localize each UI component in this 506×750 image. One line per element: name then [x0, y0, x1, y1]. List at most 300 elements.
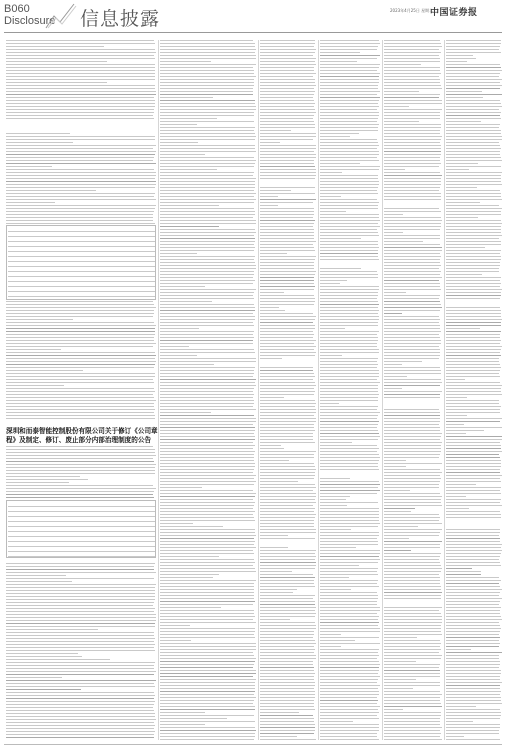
table-row	[8, 541, 155, 542]
text-line	[160, 247, 255, 248]
text-line	[260, 280, 314, 281]
text-line	[446, 541, 500, 542]
text-line	[320, 292, 378, 293]
text-line	[160, 343, 253, 344]
text-line	[446, 445, 501, 446]
text-line	[160, 688, 255, 689]
text-line	[260, 685, 315, 686]
text-line	[6, 683, 154, 684]
text-line	[320, 238, 361, 239]
text-line	[384, 607, 442, 608]
text-line	[384, 346, 439, 347]
text-line	[320, 676, 380, 677]
text-line	[160, 304, 254, 305]
text-line	[384, 721, 440, 722]
text-line	[384, 379, 441, 380]
text-line	[446, 217, 478, 218]
text-line	[446, 430, 484, 431]
text-line	[6, 641, 154, 642]
text-line	[446, 517, 501, 518]
text-line	[260, 523, 314, 524]
text-line	[320, 130, 378, 131]
text-line	[384, 262, 440, 263]
text-line	[446, 244, 501, 245]
text-line	[160, 412, 211, 413]
text-line	[160, 271, 254, 272]
text-line	[320, 217, 379, 218]
text-line	[320, 310, 379, 311]
text-line	[446, 424, 464, 425]
table-row	[8, 526, 155, 527]
text-line	[6, 458, 153, 459]
text-line	[446, 127, 499, 128]
text-line	[160, 697, 256, 698]
text-line	[6, 118, 154, 119]
text-line	[260, 583, 314, 584]
text-line	[446, 700, 501, 701]
text-line	[160, 526, 223, 527]
text-line	[160, 574, 219, 575]
text-line	[260, 385, 316, 386]
text-line	[446, 139, 502, 140]
text-line	[260, 616, 315, 617]
table-row	[8, 236, 155, 237]
text-line	[384, 610, 439, 611]
text-line	[6, 388, 154, 389]
text-line	[320, 370, 379, 371]
text-line	[6, 310, 154, 311]
text-line	[160, 667, 253, 668]
text-line	[446, 208, 502, 209]
text-line	[160, 226, 219, 227]
text-line	[384, 574, 439, 575]
text-line	[384, 433, 442, 434]
text-line	[6, 725, 155, 726]
text-line	[160, 592, 254, 593]
text-line	[446, 514, 501, 515]
text-line	[384, 664, 440, 665]
text-line	[6, 358, 155, 359]
text-line	[384, 112, 440, 113]
text-line	[260, 445, 281, 446]
text-line	[446, 415, 467, 416]
text-line	[384, 508, 415, 509]
text-line	[446, 268, 499, 269]
text-line	[446, 400, 499, 401]
text-line	[384, 259, 440, 260]
text-line	[260, 691, 315, 692]
text-line	[260, 418, 316, 419]
text-line	[320, 589, 351, 590]
text-line	[160, 163, 255, 164]
text-line	[260, 130, 291, 131]
text-line	[160, 139, 255, 140]
text-line	[446, 478, 500, 479]
text-line	[160, 43, 255, 44]
text-line	[260, 604, 315, 605]
text-line	[6, 64, 155, 65]
text-line	[320, 697, 377, 698]
text-line	[320, 469, 379, 470]
text-line	[6, 412, 154, 413]
text-line	[384, 499, 441, 500]
text-line	[320, 481, 379, 482]
text-line	[446, 634, 499, 635]
text-line	[260, 505, 313, 506]
table-row	[8, 506, 155, 507]
text-line	[384, 424, 439, 425]
text-line	[260, 100, 314, 101]
text-line	[260, 718, 314, 719]
text-line	[6, 623, 155, 624]
text-line	[446, 511, 500, 512]
text-line	[446, 193, 501, 194]
text-line	[160, 397, 253, 398]
text-line	[446, 493, 501, 494]
text-line	[6, 202, 55, 203]
text-line	[446, 271, 499, 272]
text-line	[320, 625, 378, 626]
text-line	[446, 385, 502, 386]
text-line	[384, 709, 403, 710]
text-line	[260, 193, 315, 194]
text-line	[160, 460, 254, 461]
text-line	[160, 427, 255, 428]
text-line	[384, 514, 439, 515]
text-line	[320, 478, 350, 479]
text-line	[446, 367, 501, 368]
text-line	[6, 602, 154, 603]
text-line	[6, 196, 154, 197]
text-line	[260, 619, 290, 620]
text-line	[320, 442, 352, 443]
text-line	[446, 148, 501, 149]
text-line	[446, 610, 500, 611]
text-line	[260, 454, 314, 455]
text-line	[446, 73, 500, 74]
text-line	[160, 604, 253, 605]
text-line	[6, 337, 154, 338]
text-line	[6, 635, 154, 636]
text-line	[320, 346, 377, 347]
text-line	[384, 283, 440, 284]
text-line	[260, 109, 315, 110]
text-line	[6, 605, 153, 606]
text-line	[384, 295, 440, 296]
text-line	[260, 457, 314, 458]
text-line	[6, 650, 155, 651]
text-line	[160, 184, 255, 185]
text-line	[446, 157, 501, 158]
text-line	[6, 689, 81, 690]
text-line	[446, 253, 500, 254]
text-line	[446, 733, 499, 734]
text-line	[446, 607, 501, 608]
text-line	[160, 658, 256, 659]
text-line	[384, 469, 440, 470]
text-line	[320, 421, 379, 422]
text-line	[260, 352, 316, 353]
text-line	[320, 364, 378, 365]
text-line	[446, 166, 501, 167]
text-line	[384, 136, 442, 137]
text-line	[260, 283, 314, 284]
text-line	[320, 277, 378, 278]
text-line	[320, 424, 378, 425]
text-line	[384, 49, 439, 50]
column-rule	[318, 40, 319, 740]
text-line	[320, 367, 377, 368]
text-line	[6, 488, 156, 489]
text-line	[446, 655, 499, 656]
text-line	[384, 331, 441, 332]
text-line	[320, 511, 379, 512]
text-line	[6, 328, 155, 329]
text-line	[6, 397, 154, 398]
text-line	[160, 85, 254, 86]
text-line	[446, 679, 500, 680]
text-line	[260, 478, 314, 479]
text-line	[160, 595, 254, 596]
text-line	[384, 130, 440, 131]
text-line	[384, 340, 441, 341]
text-line	[384, 730, 440, 731]
text-line	[384, 352, 440, 353]
text-line	[6, 316, 153, 317]
table-row	[8, 256, 155, 257]
text-line	[6, 587, 155, 588]
text-line	[320, 163, 360, 164]
text-line	[6, 617, 156, 618]
text-line	[160, 451, 255, 452]
text-line	[6, 307, 156, 308]
table-row	[8, 276, 155, 277]
text-line	[384, 676, 440, 677]
text-line	[6, 455, 156, 456]
text-line	[260, 451, 316, 452]
text-line	[320, 211, 346, 212]
text-line	[384, 394, 440, 395]
text-line	[6, 52, 156, 53]
text-line	[384, 181, 441, 182]
text-line	[384, 67, 440, 68]
text-line	[446, 286, 500, 287]
text-line	[6, 382, 154, 383]
text-line	[446, 280, 500, 281]
text-line	[260, 472, 315, 473]
text-line	[446, 637, 500, 638]
text-line	[6, 133, 70, 134]
text-line	[160, 649, 256, 650]
text-line	[260, 679, 314, 680]
text-line	[6, 464, 156, 465]
text-line	[260, 715, 313, 716]
text-line	[260, 394, 314, 395]
text-line	[160, 676, 253, 677]
text-line	[320, 235, 379, 236]
text-line	[384, 118, 440, 119]
text-line	[320, 268, 361, 269]
text-line	[260, 697, 315, 698]
text-line	[384, 313, 402, 314]
text-line	[320, 52, 360, 53]
table-row	[8, 521, 155, 522]
text-line	[260, 538, 315, 539]
text-line	[446, 334, 500, 335]
text-line	[260, 637, 313, 638]
text-line	[6, 653, 78, 654]
text-line	[160, 502, 255, 503]
text-line	[260, 328, 315, 329]
text-line	[260, 106, 314, 107]
text-line	[384, 334, 439, 335]
text-line	[446, 328, 480, 329]
text-line	[160, 73, 254, 74]
text-line	[446, 58, 476, 59]
table-row	[8, 546, 155, 547]
text-line	[160, 283, 253, 284]
text-line	[320, 295, 378, 296]
text-line	[6, 403, 154, 404]
text-line	[6, 632, 154, 633]
text-line	[260, 496, 316, 497]
text-line	[320, 607, 380, 608]
text-line	[446, 688, 500, 689]
text-line	[384, 166, 439, 167]
text-line	[160, 172, 254, 173]
text-line	[160, 268, 256, 269]
text-line	[160, 571, 256, 572]
text-line	[384, 649, 441, 650]
text-line	[260, 262, 314, 263]
text-line	[6, 352, 155, 353]
text-line	[320, 397, 378, 398]
text-line	[320, 271, 377, 272]
text-line	[446, 76, 499, 77]
text-line	[384, 175, 442, 176]
text-line	[260, 166, 315, 167]
text-line	[446, 241, 501, 242]
text-line	[160, 703, 253, 704]
text-line	[160, 478, 254, 479]
text-line	[446, 391, 501, 392]
text-line	[384, 70, 440, 71]
text-line	[384, 418, 440, 419]
text-line	[384, 553, 441, 554]
text-line	[446, 349, 501, 350]
text-line	[6, 61, 107, 62]
text-line	[320, 181, 379, 182]
text-line	[446, 55, 473, 56]
text-line	[6, 614, 156, 615]
text-line	[260, 172, 316, 173]
text-line	[6, 76, 155, 77]
text-line	[384, 631, 441, 632]
text-line	[384, 544, 440, 545]
text-line	[446, 451, 502, 452]
text-line	[160, 385, 256, 386]
text-line	[6, 112, 154, 113]
text-line	[6, 713, 155, 714]
text-line	[446, 154, 500, 155]
text-line	[320, 322, 378, 323]
text-line	[320, 259, 379, 260]
text-line	[384, 661, 416, 662]
text-line	[446, 595, 499, 596]
text-line	[6, 55, 154, 56]
text-line	[6, 677, 62, 678]
text-line	[260, 67, 314, 68]
text-line	[446, 646, 499, 647]
text-line	[446, 97, 483, 98]
text-line	[160, 328, 199, 329]
text-line	[384, 307, 442, 308]
text-line	[260, 706, 314, 707]
text-line	[260, 658, 316, 659]
text-line	[260, 409, 316, 410]
text-line	[160, 499, 253, 500]
text-line	[446, 115, 500, 116]
text-line	[160, 601, 255, 602]
text-line	[260, 649, 315, 650]
text-line	[320, 334, 377, 335]
text-line	[320, 496, 350, 497]
text-line	[446, 436, 502, 437]
text-line	[320, 436, 380, 437]
text-line	[160, 220, 256, 221]
text-line	[160, 169, 217, 170]
text-line	[260, 58, 316, 59]
text-line	[260, 289, 314, 290]
text-line	[320, 715, 377, 716]
text-line	[160, 730, 256, 731]
text-line	[446, 46, 500, 47]
text-line	[320, 556, 379, 557]
text-line	[384, 322, 439, 323]
text-line	[384, 565, 441, 566]
text-line	[6, 572, 156, 573]
text-line	[384, 616, 442, 617]
text-line	[260, 115, 314, 116]
text-line	[320, 241, 378, 242]
text-line	[6, 638, 155, 639]
text-line	[6, 710, 154, 711]
text-line	[384, 103, 442, 104]
text-line	[384, 214, 403, 215]
text-line	[260, 190, 291, 191]
text-line	[6, 103, 155, 104]
text-line	[260, 628, 316, 629]
text-line	[384, 562, 440, 563]
text-line	[384, 358, 439, 359]
text-line	[260, 196, 278, 197]
text-line	[446, 370, 500, 371]
text-line	[446, 172, 502, 173]
text-line	[260, 511, 314, 512]
text-line	[384, 532, 440, 533]
text-line	[446, 361, 499, 362]
text-line	[384, 91, 419, 92]
text-line	[260, 73, 316, 74]
text-line	[160, 175, 253, 176]
text-line	[260, 346, 316, 347]
text-line	[320, 601, 377, 602]
text-line	[320, 139, 377, 140]
text-line	[384, 397, 440, 398]
text-line	[6, 82, 107, 83]
text-line	[260, 148, 316, 149]
text-line	[384, 382, 442, 383]
